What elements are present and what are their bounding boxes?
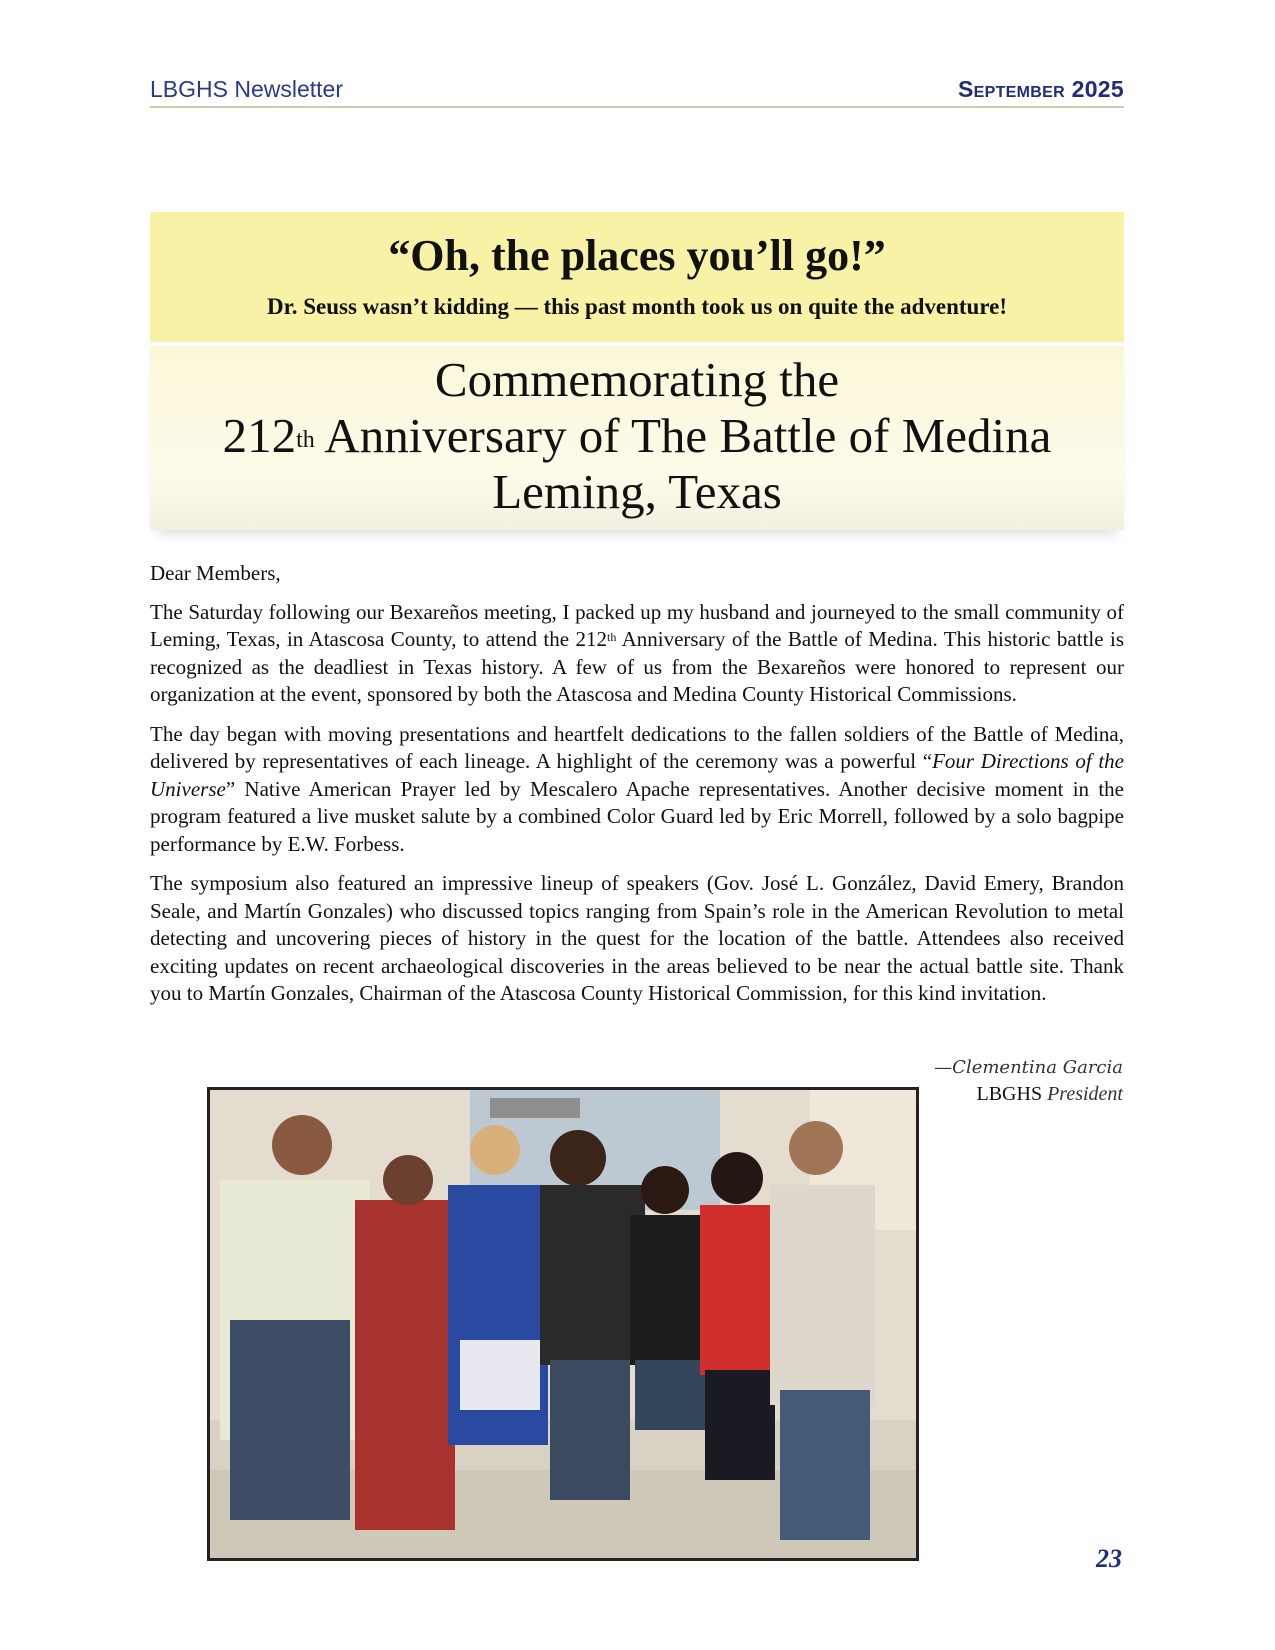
p1-text-a: The Saturday following our Bexareños meeting, I packed up my husband and journeyed to the small community of Leming, Texas, in Atascosa County, to attend the 212 bbox=[150, 599, 1124, 651]
page-number: 23 bbox=[1096, 1544, 1122, 1573]
group-photo bbox=[207, 1087, 919, 1561]
letter-paragraph-3: The symposium also featured an impressive lineup of speakers (Gov. José L. González, David Emery, Brandon Seale, and Martín Gonzales) who discussed topics ranging from Spain’s role in the American Revolution to metal detecting and uncovering pieces of history in the quest for the location of the battle. Attendees also received exciting updates on recent archaeological discoveries in the areas believed to be near the actual battle site. Thank you to Martín Gonzales, Chairman of the Atascosa County Historical Commission, for this kind invitation. bbox=[150, 871, 1124, 1005]
signature-title bbox=[977, 1083, 1124, 1106]
newsletter-name: LBGHS Newsletter bbox=[150, 76, 344, 102]
letter-paragraph-1 bbox=[150, 599, 1124, 709]
title-line-3: Leming, Texas bbox=[492, 464, 782, 519]
title-ordinal-suffix: th bbox=[296, 427, 315, 453]
signature-org: LBGHS bbox=[976, 1083, 1043, 1105]
quote-banner bbox=[150, 212, 1124, 342]
letter-paragraph-2 bbox=[150, 721, 1124, 859]
letter-greeting: Dear Members, bbox=[150, 561, 281, 585]
title-line-1: Commemorating the bbox=[434, 352, 840, 407]
article-title-box bbox=[150, 346, 1124, 530]
header-rule bbox=[150, 106, 1124, 108]
p1-ordinal-suffix: th bbox=[607, 630, 617, 644]
signature-role: President bbox=[1047, 1083, 1123, 1105]
title-line-2 bbox=[150, 408, 1124, 464]
p2-prayer-title: Four Directions of the Universe bbox=[150, 749, 1124, 801]
title-anniversary-number: 212 bbox=[222, 408, 297, 463]
group-photo-illustration bbox=[210, 1090, 916, 1558]
banner-quote: “Oh, the places you’ll go!” bbox=[388, 231, 886, 280]
p2-text-b: ” Native American Prayer led by Mescalero Apache representatives. Another decisive moment in the program featured a live musket salute by a combined Color Guard led by Eric Morrell, followed by a solo bagpipe performance by E.W. Forbess. bbox=[150, 776, 1124, 856]
p1-text-b: Anniversary of the Battle of Medina. This historic battle is recognized as the deadliest in Texas history. A few of us from the Bexareños were honored to represent our organization at the event, sponsored by both the Atascosa and Medina County Historical Commissions. bbox=[150, 627, 1124, 706]
letter-body bbox=[150, 560, 1124, 1020]
issue-date: September 2025 bbox=[958, 76, 1124, 102]
p2-text-a: The day began with moving presentations and heartfelt dedications to the fallen soldiers of the Battle of Medina, delivered by representatives of each lineage. A highlight of the ceremony was a powerful “ bbox=[150, 721, 1124, 773]
title-line-2-rest: Anniversary of The Battle of Medina bbox=[314, 408, 1052, 463]
signature-name: —Clementina Garcia bbox=[934, 1057, 1123, 1078]
banner-subtitle: Dr. Seuss wasn’t kidding — this past month took us on quite the adventure! bbox=[267, 294, 1007, 319]
